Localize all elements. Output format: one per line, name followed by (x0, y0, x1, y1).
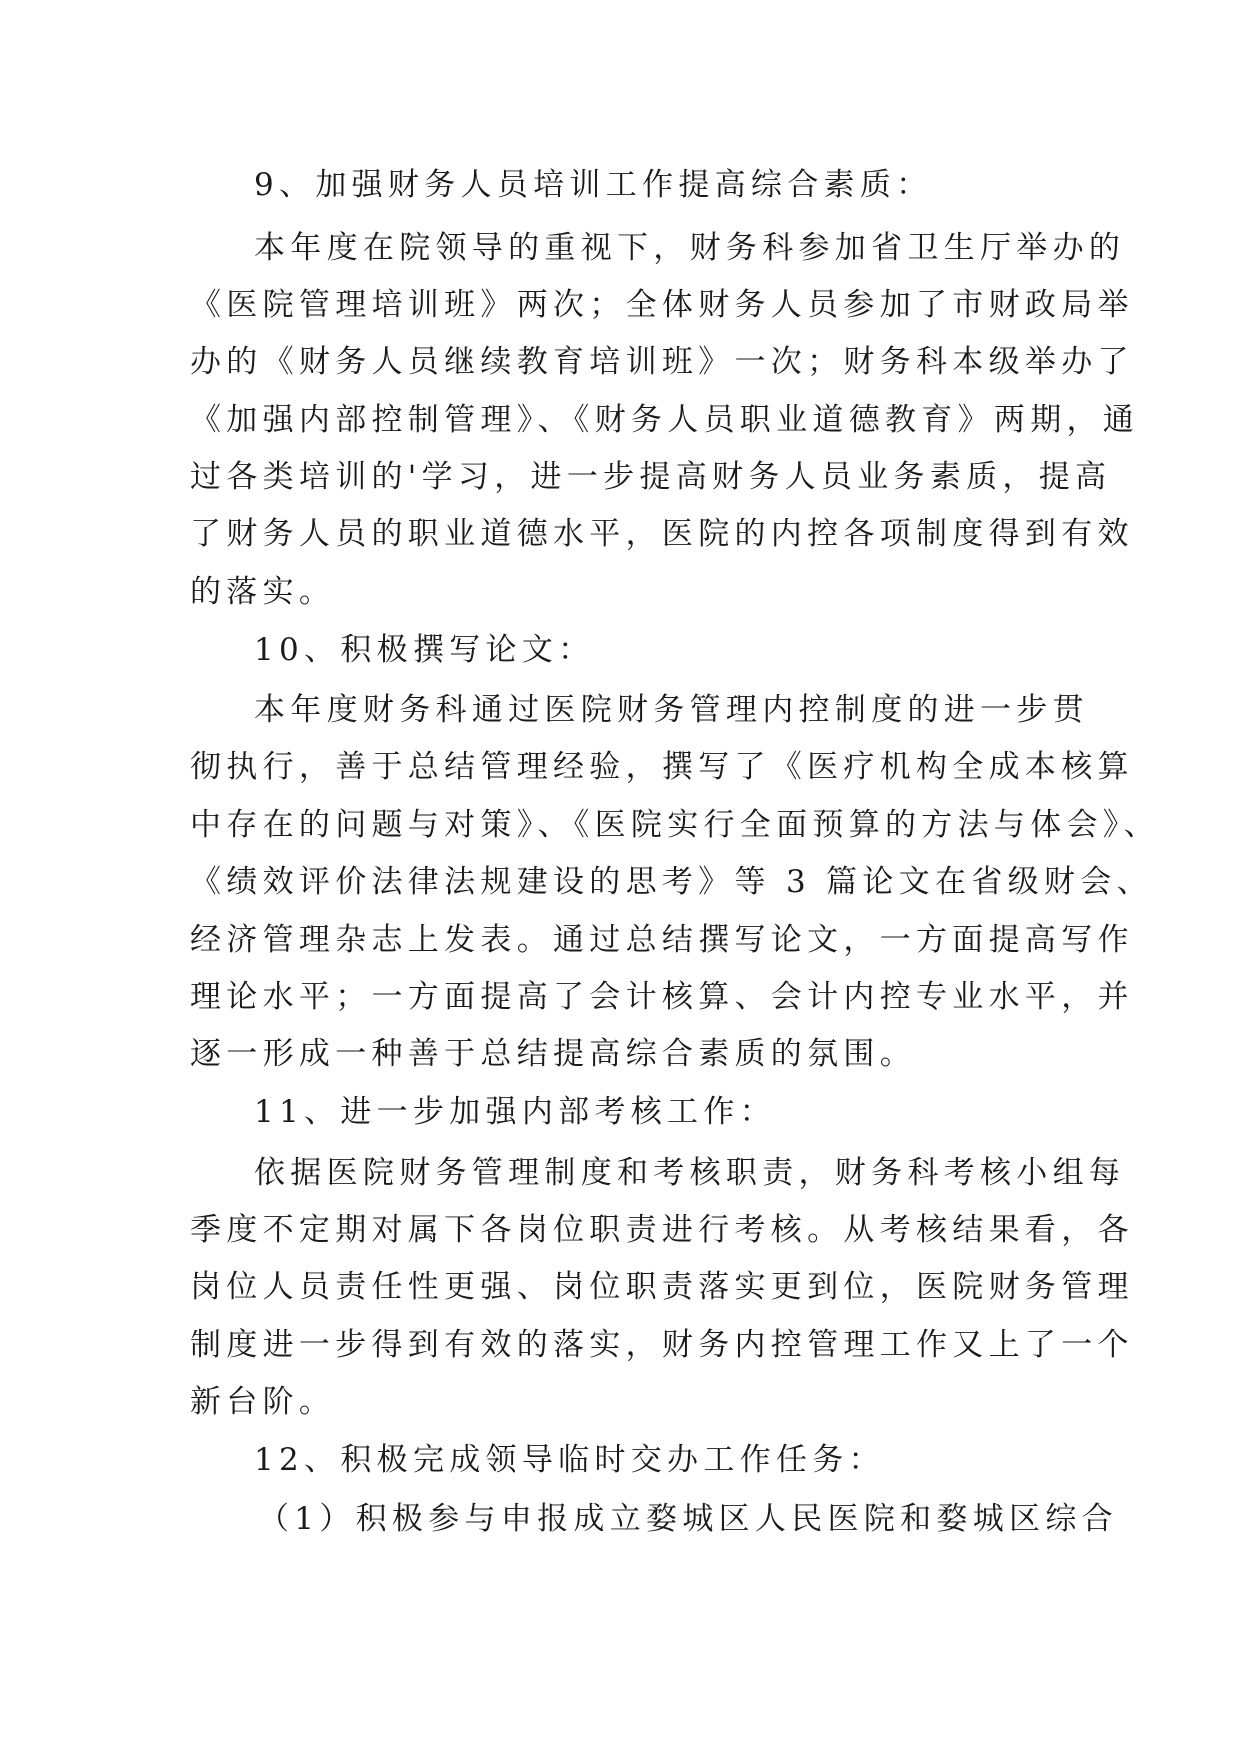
paragraph-line: 办的《财务人员继续教育培训班》一次；财务科本级举办了 (190, 344, 1134, 380)
section-heading-10: 10、积极撰写论文： (254, 632, 595, 668)
section-heading-12: 12、积极完成领导临时交办工作任务： (254, 1442, 885, 1478)
paragraph-line: 过各类培训的'学习，进一步提高财务人员业务素质，提高 (190, 459, 1112, 495)
paragraph-line: 《医院管理培训班》两次；全体财务人员参加了市财政局举 (190, 287, 1134, 323)
paragraph-line: 制度进一步得到有效的落实，财务内控管理工作又上了一个 (190, 1327, 1134, 1363)
paragraph-line: 《绩效评价法律法规建设的思考》等 3 篇论文在省级财会、 (190, 864, 1153, 900)
paragraph-line: 《加强内部控制管理》、《财务人员职业道德教育》两期，通 (190, 402, 1140, 438)
paragraph-line: 季度不定期对属下各岗位职责进行考核。从考核结果看，各 (190, 1212, 1134, 1248)
paragraph-line: 岗位人员责任性更强、岗位职责落实更到位，医院财务管理 (190, 1269, 1134, 1305)
paragraph-line: 彻执行，善于总结管理经验，撰写了《医疗机构全成本核算 (190, 749, 1134, 785)
paragraph-line: （1）积极参与申报成立婺城区人民医院和婺城区综合 (258, 1501, 1118, 1537)
paragraph-line: 了财务人员的职业道德水平，医院的内控各项制度得到有效 (190, 516, 1134, 552)
section-heading-9: 9、加强财务人员培训工作提高综合素质： (254, 167, 933, 203)
paragraph-line: 理论水平；一方面提高了会计核算、会计内控专业水平，并 (190, 979, 1134, 1015)
paragraph-line: 中存在的问题与对策》、《医院实行全面预算的方法与体会》、 (190, 807, 1160, 843)
section-heading-11: 11、进一步加强内部考核工作： (254, 1094, 776, 1130)
paragraph-line: 逐一形成一种善于总结提高综合素质的氛围。 (190, 1036, 916, 1072)
paragraph-line: 依据医院财务管理制度和考核职责，财务科考核小组每 (254, 1155, 1126, 1191)
paragraph-line: 本年度财务科通过医院财务管理内控制度的进一步贯 (254, 692, 1089, 728)
paragraph-line: 的落实。 (190, 574, 336, 610)
paragraph-line: 新台阶。 (190, 1384, 336, 1420)
paragraph-line: 经济管理杂志上发表。通过总结撰写论文，一方面提高写作 (190, 922, 1134, 958)
paragraph-line: 本年度在院领导的重视下，财务科参加省卫生厅举办的 (254, 230, 1126, 266)
